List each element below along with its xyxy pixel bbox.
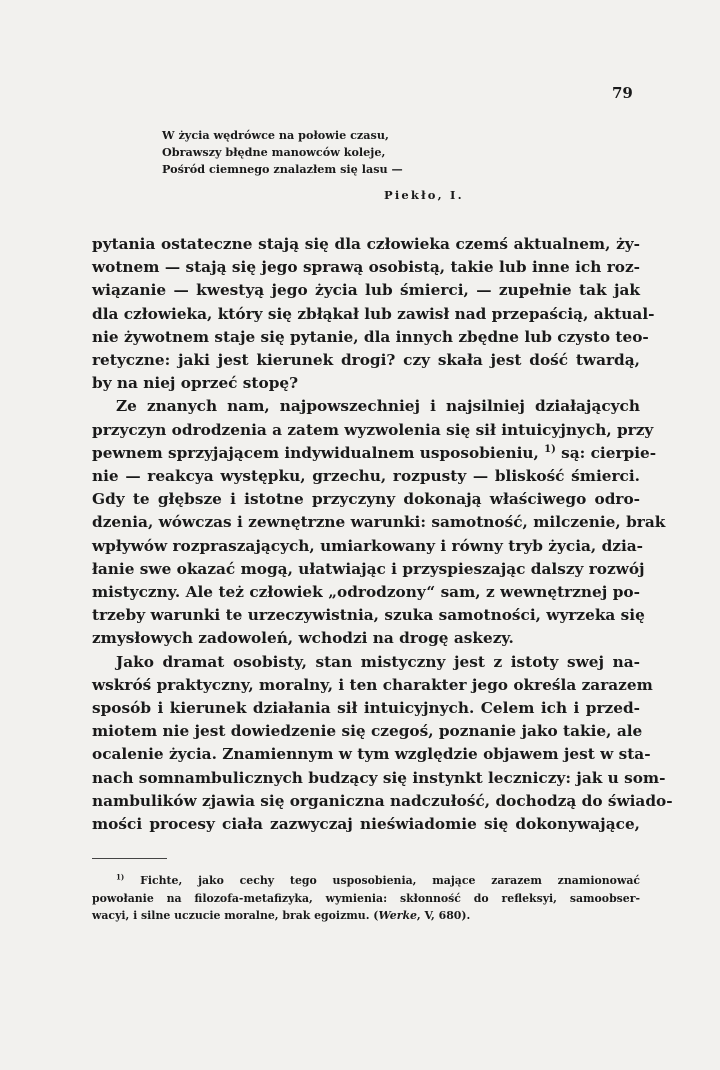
text-segment: pewnem sprzyjającem indywidualnem usposobieniu, [92,443,539,462]
text-line: zmysłowych zadowoleń, wchodzi na drogę askezy. [92,629,514,648]
footnote-work-title: Werke [378,909,417,922]
text-line: sposób i kierunek działania sił intuicyjnych. Celem ich i przed- [92,699,640,718]
text-line: miotem nie jest dowiedzenie się czegoś, poznanie jako takie, ale [92,722,643,741]
text-line: Ze znanych nam, najpowszechniej i najsilniej działających [116,397,640,416]
footnote-line [92,872,640,890]
text-line: trzeby warunki te urzeczywistnia, szuka samotności, wyrzeka się [92,606,645,625]
text-line: dzenia, wówczas i zewnętrzne warunki: samotność, milczenie, brak [92,513,666,532]
text-line: nie — reakcya występku, grzechu, rozpusty — bliskość śmierci. [92,467,640,486]
text-segment: są: cierpie- [561,443,657,462]
epigraph-source: Piekło, I. [384,188,464,202]
footnote-text: , V, 680). [416,909,471,922]
text-line: Gdy te głębsze i istotne przyczyny dokonają właściwego odro- [92,490,640,509]
text-line: by na niej oprzeć stopę? [92,374,299,393]
footnote-line [92,907,640,925]
footnote-marker: 1) [116,872,125,882]
text-line: dla człowieka, który się zbłąkał lub zawisł nad przepaścią, aktual- [92,304,655,323]
text-line: wiązanie — kwestyą jego życia lub śmierci, — zupełnie tak jak [92,281,640,300]
epigraph-line: Obrawszy błędne manowców koleje, [162,145,386,159]
text-line: pytania ostateczne stają się dla człowieka czemś aktualnem, ży- [92,235,640,253]
text-line: mistyczny. Ale też człowiek „odrodzony“ sam, z wewnętrznej po- [92,583,640,602]
text-line: łanie swe okazać mogą, ułatwiając i przyspieszając dalszy rozwój [92,559,645,578]
text-line: przyczyn odrodzenia a zatem wyzwolenia się sił intuicyjnych, przy [92,420,654,439]
text-line: wskróś praktyczny, moralny, i ten charakter jego określa zarazem [92,675,653,694]
page-number: 79 [612,84,633,102]
text-line: nach somnambulicznych budzący się instynkt leczniczy: jak u som- [92,768,666,787]
footnote [92,872,640,925]
text-line: mości procesy ciała zazwyczaj nieświadomie się dokonywające, [92,815,640,834]
epigraph [162,127,403,178]
text-line: wpływów rozpraszających, umiarkowany i równy tryb życia, dzia- [92,536,644,555]
epigraph-line: W życia wędrówce na połowie czasu, [162,128,389,142]
text-line: wotnem — stają się jego sprawą osobistą, takie lub inne ich roz- [92,258,640,277]
footnote-text: Fichte, jako cechy tego usposobienia, mające zarazem znamionować [140,874,641,887]
footnote-text: wacyi, i silne uczucie moralne, brak egoizmu. ( [92,909,379,922]
text-line: nie żywotnem staje się pytanie, dla innych zbędne lub czysto teo- [92,327,649,346]
text-line: nambulików zjawia się organiczna nadczułość, dochodzą do świado- [92,791,673,810]
epigraph-line: Pośród ciemnego znalazłem się lasu — [162,162,403,176]
text-line: retyczne: jaki jest kierunek drogi? czy skała jest dość twardą, [92,351,640,370]
footnote-divider [92,858,167,859]
text-line-with-footnote [92,442,657,465]
text-line: ocalenie życia. Znamiennym w tym względzie objawem jest w sta- [92,745,651,764]
footnote-reference: 1) [544,443,556,455]
body-text [92,233,673,836]
footnote-line: powołanie na filozofa-metafizyka, wymienia: skłonność do refleksyi, samoobser- [92,891,640,905]
text-line: Jako dramat osobisty, stan mistyczny jest z istoty swej na- [116,652,640,671]
